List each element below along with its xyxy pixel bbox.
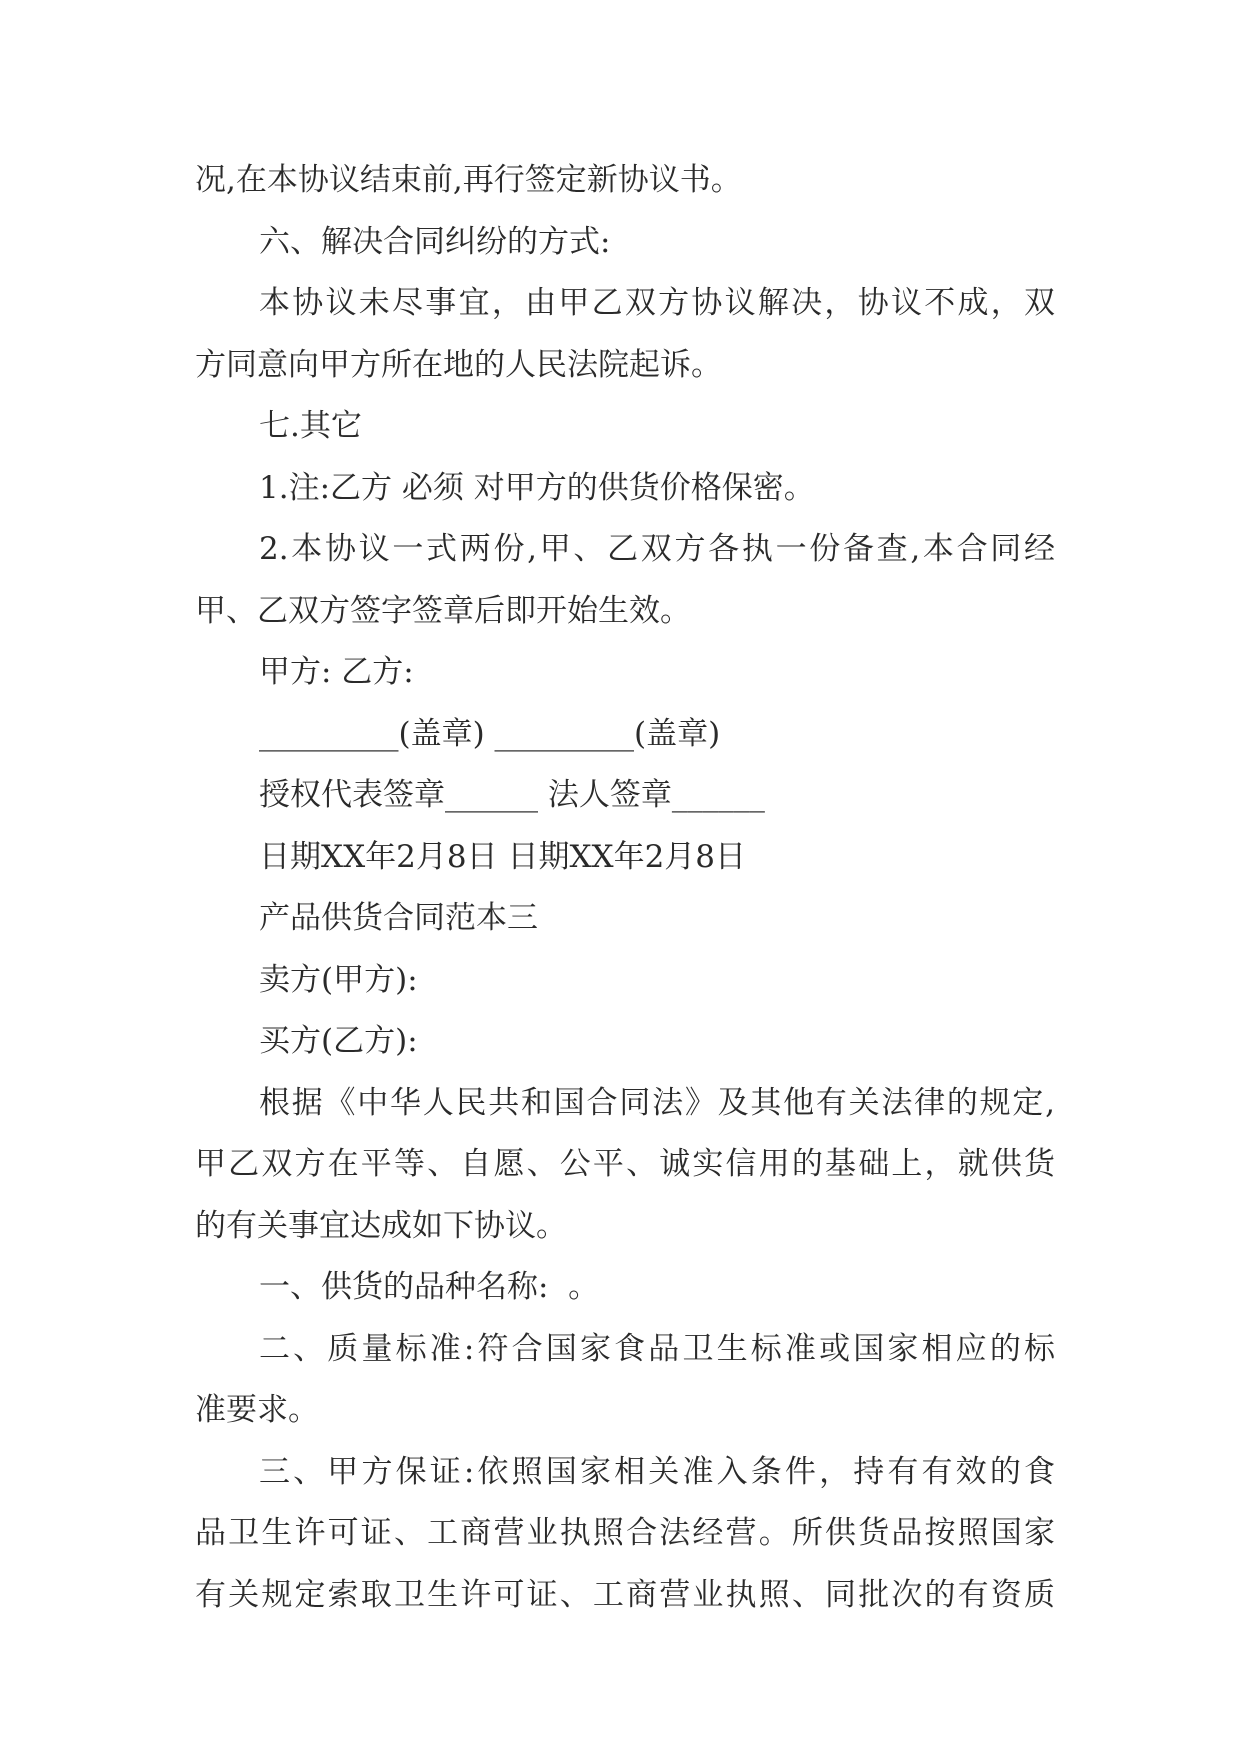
paragraph-line: 有关规定索取卫生许可证、工商营业执照、同批次的有资质: [195, 1576, 1055, 1613]
paragraph-line: 品卫生许可证、工商营业执照合法经营。所供货品按照国家: [195, 1515, 1055, 1551]
paragraph-line: 况,在本协议结束前,再行签定新协议书。: [195, 162, 742, 198]
date-line: 日期XX年2月8日 日期XX年2月8日: [259, 838, 747, 875]
paragraph-line: 的有关事宜达成如下协议。: [195, 1207, 567, 1244]
paragraph-line: 根据《中华人民共和国合同法》及其他有关法律的规定,: [259, 1084, 1055, 1121]
seller-label: 卖方(甲方):: [259, 961, 418, 998]
clause-line: 三、甲方保证:依照国家相关准入条件，持有有效的食: [259, 1453, 1055, 1490]
paragraph-line: 准要求。: [195, 1392, 319, 1428]
document-body: [195, 150, 1055, 1626]
paragraph-line: 甲乙双方在平等、自愿、公平、诚实信用的基础上，就供货: [195, 1146, 1055, 1182]
paragraph-line: 2.本协议一式两份,甲、乙双方各执一份备查,本合同经: [259, 531, 1055, 567]
clause-line: 二、质量标准:符合国家食品卫生标准或国家相应的标: [259, 1330, 1055, 1367]
contract-title: 产品供货合同范本三: [259, 900, 538, 936]
paragraph-line: 方同意向甲方所在地的人民法院起诉。: [195, 346, 722, 383]
paragraph-line: 本协议未尽事宜，由甲乙双方协议解决，协议不成，双: [259, 285, 1055, 321]
clause-line: 一、供货的品种名称: 。: [259, 1269, 600, 1305]
paragraph-line: 1.注:乙方 必须 对甲方的供货价格保密。: [259, 469, 815, 506]
paragraph-line: 甲、乙双方签字签章后即开始生效。: [195, 592, 691, 629]
signature-line: 授权代表签章______ 法人签章______: [259, 777, 765, 813]
party-labels: 甲方: 乙方:: [259, 654, 414, 690]
seal-line: _________(盖章) _________(盖章): [259, 715, 721, 752]
section-heading: 六、解决合同纠纷的方式:: [259, 223, 611, 260]
buyer-label: 买方(乙方):: [259, 1023, 418, 1059]
section-heading: 七.其它: [259, 408, 362, 444]
